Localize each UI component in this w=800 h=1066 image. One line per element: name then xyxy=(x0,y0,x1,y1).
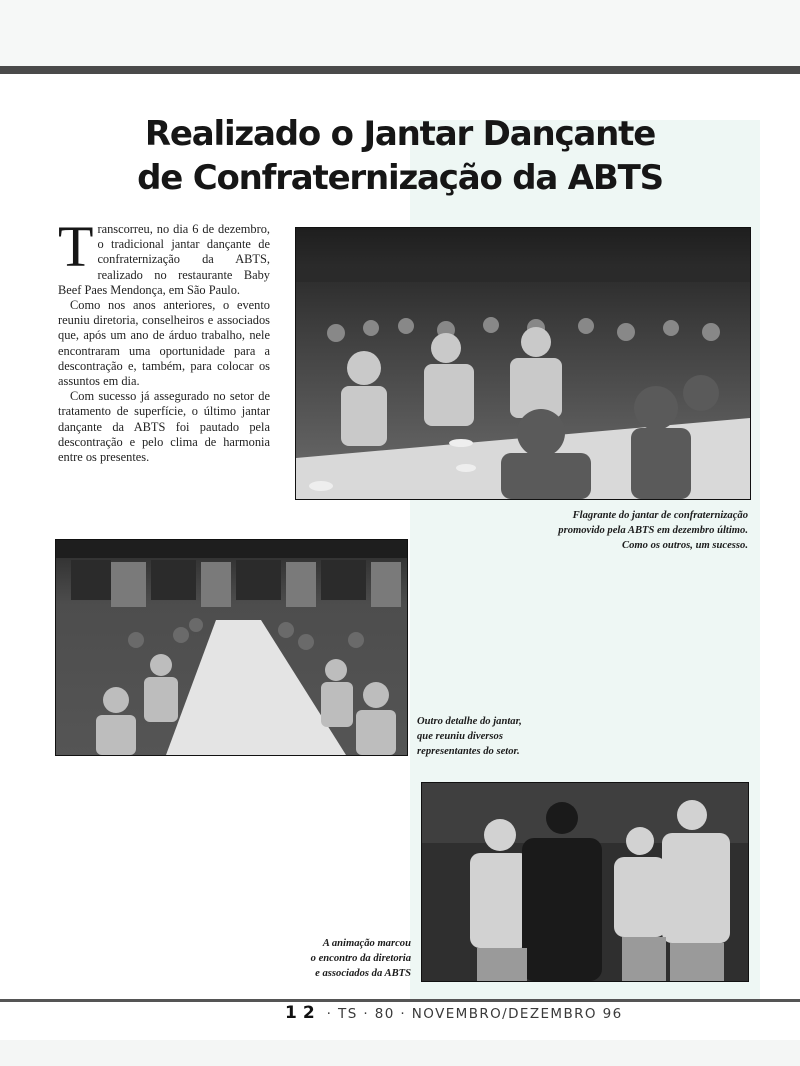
paragraph-1 xyxy=(58,214,270,298)
photo-group-portrait-caption xyxy=(272,936,411,981)
caption-2-line-2: que reuniu diversos xyxy=(417,731,503,742)
magazine-issue: · TS · 80 · NOVEMBRO/DEZEMBRO 96 xyxy=(326,1006,623,1022)
photo-group-portrait xyxy=(421,782,749,982)
page-top-band xyxy=(0,0,800,66)
page-bottom-band xyxy=(0,1040,800,1066)
article-headline xyxy=(110,112,690,200)
photo-banquet-table-image xyxy=(56,540,407,755)
photo-dinner-guests-caption xyxy=(520,508,748,553)
photo-dinner-guests xyxy=(295,227,751,500)
caption-1-line-2: promovido pela ABTS em dezembro último. xyxy=(558,525,748,536)
caption-1-line-1: Flagrante do jantar de confraternização xyxy=(572,510,748,521)
page-footer xyxy=(285,1003,623,1023)
caption-2-line-3: representantes do setor. xyxy=(417,746,520,757)
headline-line-2: de Confraternização da ABTS xyxy=(137,158,663,198)
bottom-rule xyxy=(0,999,800,1002)
photo-banquet-table-caption xyxy=(417,714,587,759)
drop-cap: T xyxy=(58,214,94,279)
photo-banquet-table xyxy=(55,539,408,756)
paragraph-2: Como nos anos anteriores, o evento reuniu diretoria, conselheiros e associados que, após um ano de árduo trabalho, nele encontraram uma oportunidade para a descontração e, também, para colocar os assuntos em dia. xyxy=(58,298,270,389)
caption-3-line-1: A animação marcou xyxy=(322,938,411,949)
top-rule xyxy=(0,66,800,74)
caption-2-line-1: Outro detalhe do jantar, xyxy=(417,716,522,727)
caption-3-line-2: o encontro da diretoria xyxy=(310,953,411,964)
page-number: 12 xyxy=(285,1003,321,1023)
photo-dinner-guests-image xyxy=(296,228,750,499)
paragraph-3: Com sucesso já assegurado no setor de tratamento de superfície, o último jantar dançante da ABTS foi pautado pela descontração e pelo clima de harmonia entre os presentes. xyxy=(58,389,270,465)
photo-group-portrait-image xyxy=(422,783,748,981)
caption-1-line-3: Como os outros, um sucesso. xyxy=(622,540,748,551)
paragraph-1-text: ranscorreu, no dia 6 de dezembro, o tradicional jantar dançante de confraternização da ABTS, realizado no restaurante Baby Beef Paes Mendonça, em São Paulo. xyxy=(58,222,270,297)
article-body xyxy=(58,214,270,465)
caption-3-line-3: e associados da ABTS xyxy=(315,968,411,979)
headline-line-1: Realizado o Jantar Dançante xyxy=(144,114,656,154)
